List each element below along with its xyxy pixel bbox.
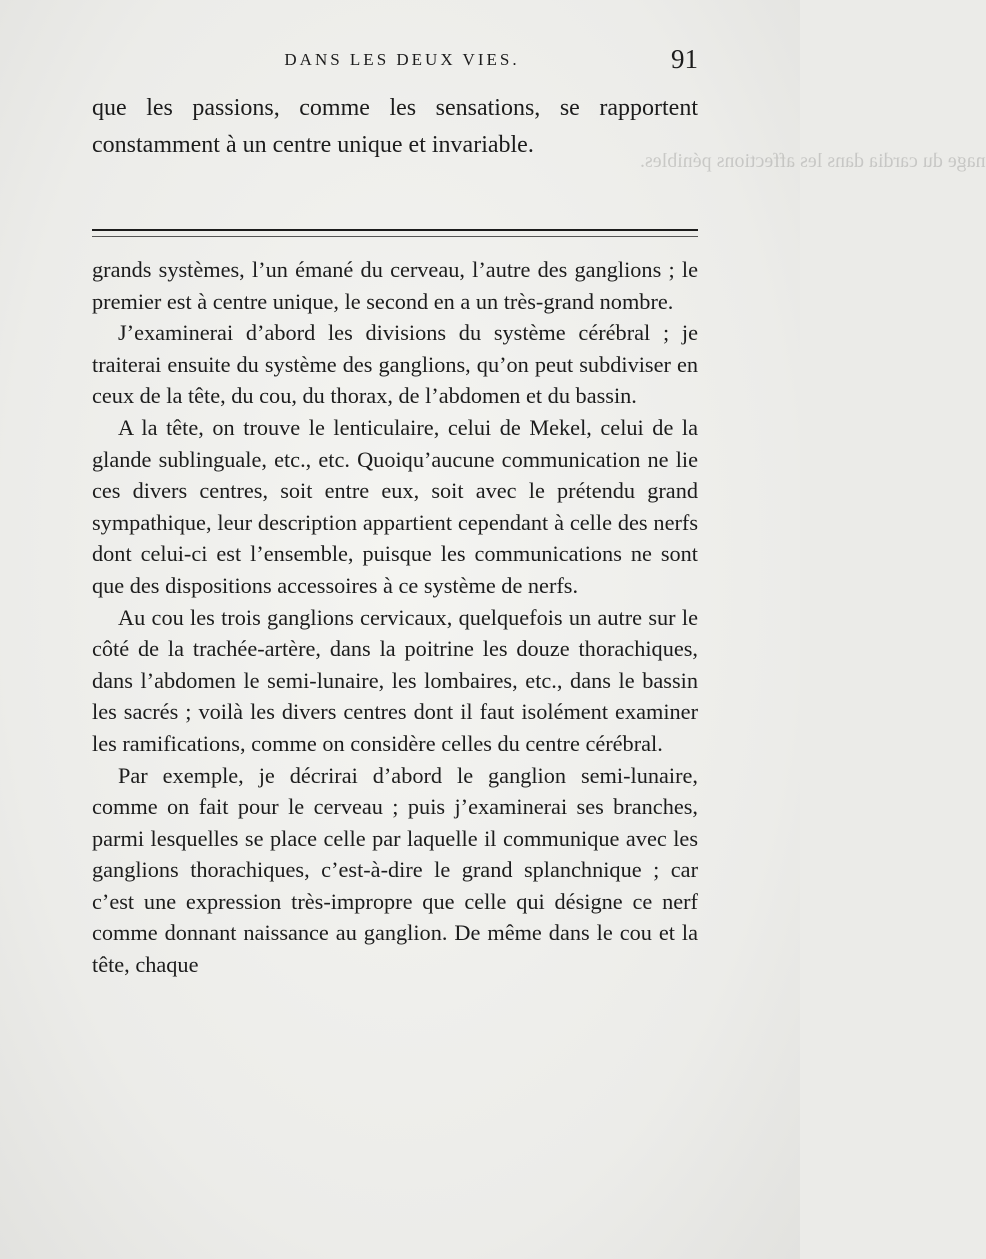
top-text-block xyxy=(92,90,698,164)
section-rule xyxy=(92,229,698,231)
show-through-text: nage du cardia dans les affections pénibles. xyxy=(640,150,986,172)
paragraph: Par exemple, je décrirai d’abord le ganglion semi-lunaire, comme on fait pour le cerveau ; puis j’examinerai ses branches, parmi lesquelles se place celle par laquelle il communique avec les ganglions thorachiques, c’est-à-dire le grand splanchnique ; car c’est une expression très-impropre que celle qui désigne ce nerf comme donnant naissance au ganglion. De même dans le cou et la tête, chaque xyxy=(92,762,698,978)
running-head: DANS LES DEUX VIES. xyxy=(284,50,520,69)
paragraph: grands systèmes, l’un émané du cerveau, l’autre des ganglions ; le premier est à centre unique, le second en a un très-grand nombre. xyxy=(92,257,698,314)
paragraph: A la tête, on trouve le lenticulaire, celui de Mekel, celui de la glande sublinguale, etc., etc. Quoiqu’aucune communication ne lie ces divers centres, soit entre eux, soit avec le prétendu grand sympathique, leur description appartient cependant à celle des nerfs dont celui-ci est l’ensemble, puisque les communications ne sont que des dispositions accessoires à ce système de nerfs. xyxy=(92,414,698,598)
section-rule-thin xyxy=(92,236,698,237)
main-text-block xyxy=(92,254,698,981)
page-number: 91 xyxy=(671,44,698,74)
paragraph: Au cou les trois ganglions cervicaux, quelquefois un autre sur le côté de la trachée-artère, dans la poitrine les douze thorachiques, dans l’abdomen le semi-lunaire, les lombaires, etc., dans le bassin les sacrés ; voilà les divers centres dont il faut isolément examiner les ramifications, comme on considère celles du centre cérébral. xyxy=(92,604,698,756)
page-header xyxy=(92,44,698,80)
top-paragraph: que les passions, comme les sensations, se rapportent constamment à un centre unique et invariable. xyxy=(92,95,698,158)
paragraph: J’examinerai d’abord les divisions du système cérébral ; je traiterai ensuite du système des ganglions, qu’on peut subdiviser en ceux de la tête, du cou, du thorax, de l’abdomen et du bassin. xyxy=(92,320,698,409)
